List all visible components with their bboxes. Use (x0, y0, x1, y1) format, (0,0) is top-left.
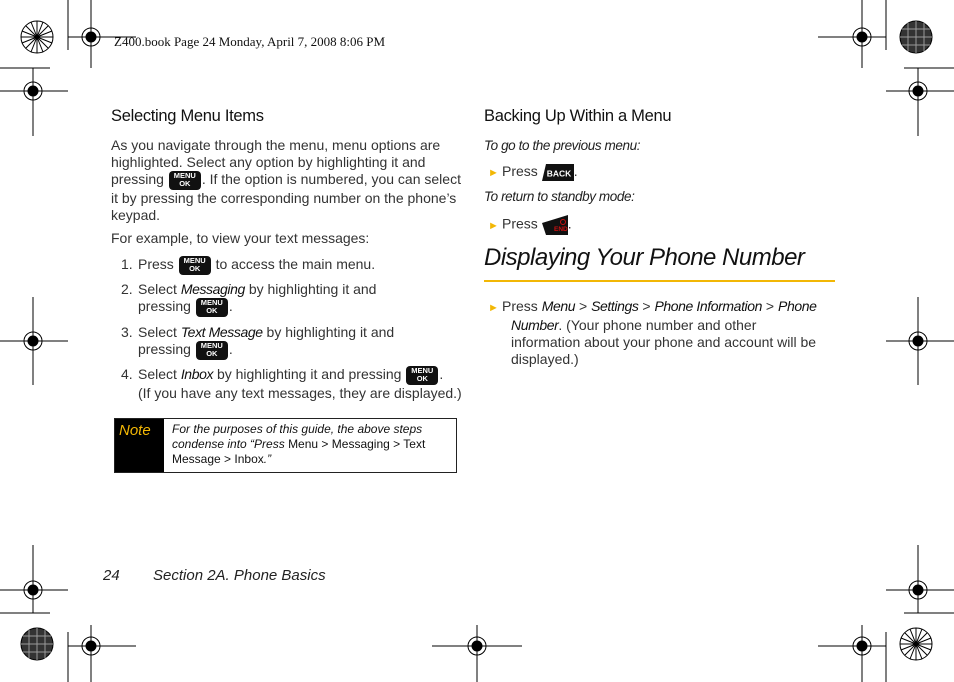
crosshair-target-icon (432, 625, 522, 682)
intro-text-2: . If the option is numbered, you can select it by pressing the corresponding number on the phone’s keypad. (111, 171, 461, 223)
bullet-arrow-icon: ► (488, 302, 499, 314)
menu-item-inbox: Inbox (180, 366, 214, 383)
menu-item-text-message: Text Message (180, 324, 263, 340)
intro-text-1: As you navigate through the menu, menu options are highlighted. Select any option by highlighting it and pressing (111, 137, 441, 188)
note-box (114, 418, 457, 473)
menu-ok-key-icon: MENU OK (196, 298, 228, 317)
menu-ok-key-icon: MENU OK (169, 171, 201, 190)
bullet-arrow-icon: ► (488, 167, 499, 179)
crosshair-target-icon (886, 68, 954, 136)
section-title-backing-up: Backing Up Within a Menu (484, 107, 672, 125)
svg-text:END: END (553, 226, 568, 233)
step-1: 1. Press MENU OK to access the main menu. (121, 256, 376, 273)
note-text: For the purposes of this guide, the above steps condense into “Press Menu > Messaging > Text Message > Inbox.” (172, 422, 426, 466)
checker-mark-icon (900, 21, 932, 53)
step-3: 3. Select Text Message by highlighting it and pressing MENU OK . (121, 324, 395, 358)
crosshair-target-icon (818, 625, 886, 682)
step-4: 4. Select Inbox by highlighting it and pressing MENU OK . (If you have any text messages, they are displayed.) (121, 366, 462, 401)
svg-text:BACK: BACK (546, 168, 571, 179)
crosshair-target-icon (886, 545, 954, 613)
crosshair-target-icon (818, 0, 886, 68)
menu-ok-key-icon: MENU OK (196, 341, 228, 360)
starburst-mark-icon (21, 21, 53, 53)
section-title-selecting: Selecting Menu Items (111, 107, 264, 125)
back-key-icon (542, 164, 574, 181)
crosshair-target-icon (886, 297, 954, 385)
end-power-key-icon (542, 215, 568, 235)
print-header: Z400.book Page 24 Monday, April 7, 2008 8:06 PM (114, 34, 386, 49)
display-phone-number-title: Displaying Your Phone Number (484, 244, 805, 271)
title-underline (484, 280, 835, 282)
page-number: 24 (103, 567, 120, 584)
standby-mode-label: To return to standby mode: (484, 189, 635, 204)
starburst-mark-icon (900, 628, 932, 660)
step-2: 2. Select Messaging by highlighting it and pressing MENU OK . (121, 281, 377, 315)
phone-number-instruction: ► Press Menu > Settings > Phone Information > Phone Number. (Your phone number and other information about your phone and account will be displayed.) (488, 298, 817, 367)
standby-mode-instruction: ► Press END . (488, 215, 572, 233)
crosshair-target-icon (0, 68, 68, 136)
menu-ok-key-icon: MENU OK (179, 256, 211, 275)
previous-menu-label: To go to the previous menu: (484, 138, 641, 153)
checker-mark-icon (21, 628, 53, 660)
previous-menu-instruction: ► Press BACK . (488, 163, 578, 182)
crosshair-target-icon (0, 545, 68, 613)
menu-item-messaging: Messaging (180, 281, 245, 297)
menu-ok-key-icon: MENU OK (406, 366, 438, 385)
crosshair-target-icon (0, 297, 68, 385)
bullet-arrow-icon: ► (488, 219, 499, 232)
example-text: For example, to view your text messages: (111, 230, 370, 246)
section-footer: Section 2A. Phone Basics (153, 567, 326, 584)
intro-paragraph (111, 137, 461, 224)
crosshair-target-icon (68, 625, 136, 682)
note-label: Note (115, 419, 164, 472)
